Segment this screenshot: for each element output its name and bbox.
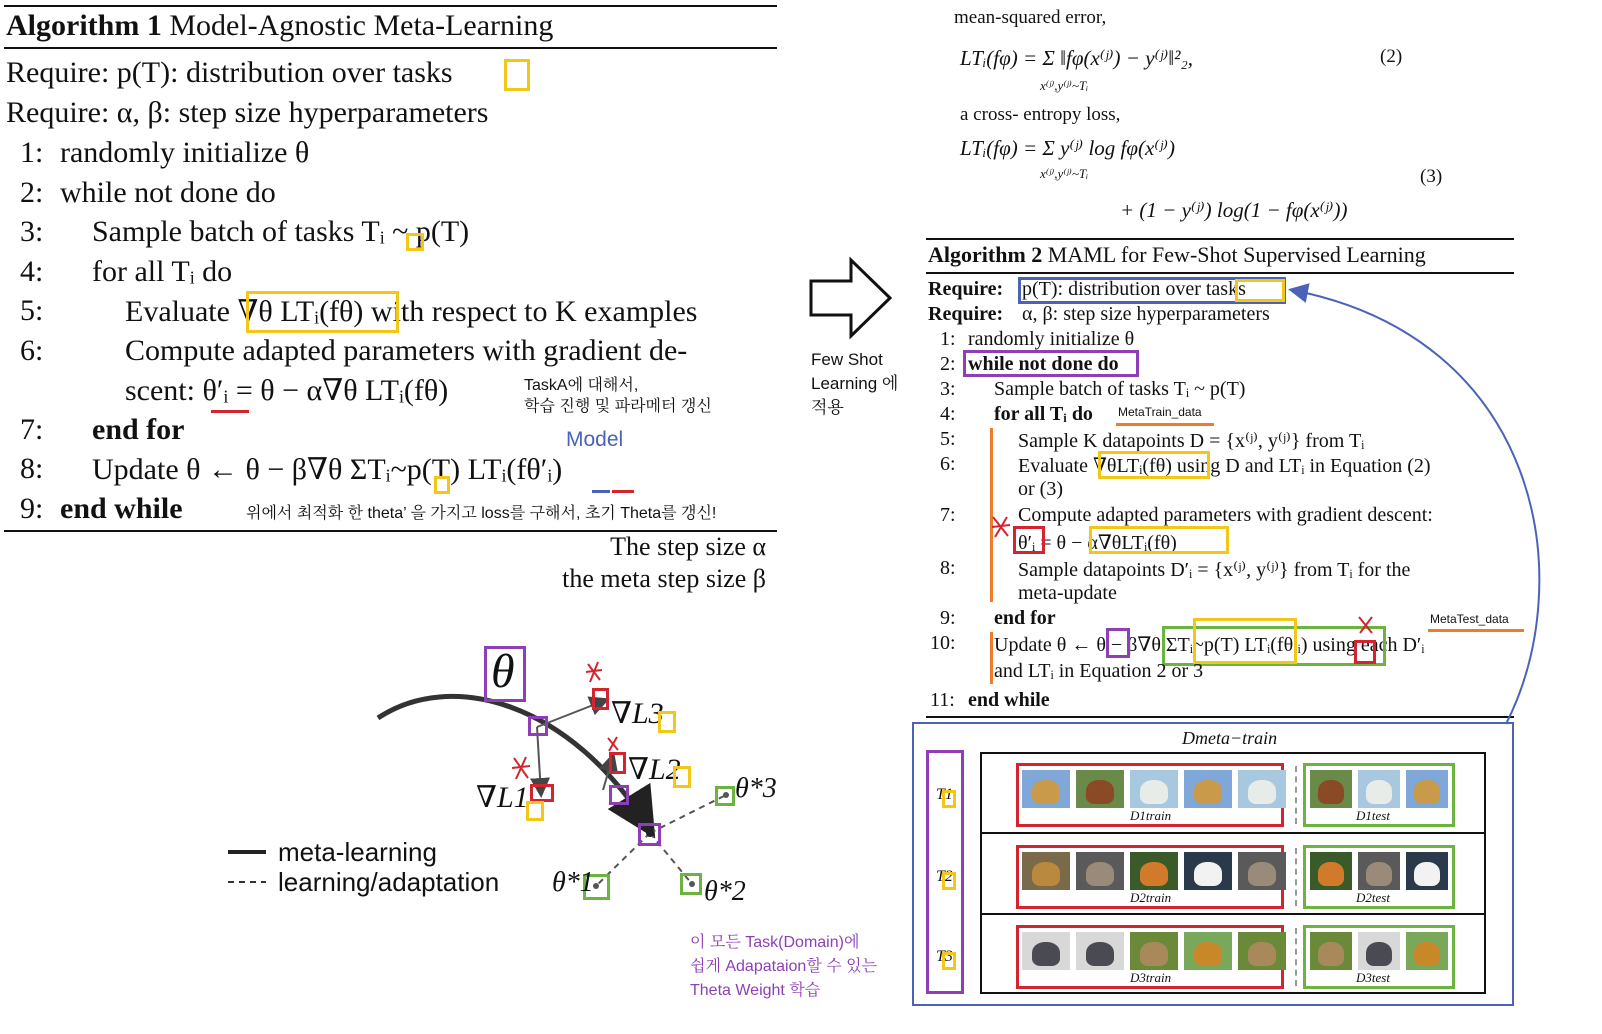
alg2-line: end while	[968, 689, 1050, 711]
optimum-label-2: θ*2	[704, 876, 746, 907]
giraffe-image	[1184, 770, 1232, 808]
alg2-line-num: 6:	[940, 453, 956, 475]
red-cross-mark	[586, 662, 602, 682]
cross-entropy-label: a cross- entropy loss,	[960, 104, 1121, 125]
highlight-box	[609, 752, 626, 774]
alg2-line: Sample K datapoints D = {x⁽ʲ⁾, y⁽ʲ⁾} from Tᵢ	[1018, 430, 1365, 452]
gradient-label-1: ∇L1	[476, 781, 529, 814]
alg1-require-1: Require: p(T): distribution over tasks	[6, 56, 453, 89]
task-label: T1	[936, 786, 953, 803]
dashed-divider	[1295, 928, 1297, 986]
alg2-require-2: α, β: step size hyperparameters	[1022, 303, 1270, 325]
giraffe-image	[1022, 770, 1070, 808]
highlight-box	[526, 801, 544, 821]
highlight-box	[658, 711, 676, 733]
alg2-line: while not done do	[968, 353, 1119, 375]
highlight-box	[963, 350, 1139, 377]
equation-3-subscript: x⁽ʲ⁾,y⁽ʲ⁾~Tᵢ	[1040, 166, 1089, 181]
highlight-box	[609, 785, 629, 805]
lion-image	[1406, 932, 1448, 970]
alg1-line: end for	[92, 413, 185, 446]
animal-shape	[1366, 780, 1392, 804]
alg1-line-num: 4:	[20, 255, 44, 288]
mse-label: mean-squared error,	[954, 7, 1107, 28]
animal-shape	[1032, 942, 1060, 966]
highlight-box	[942, 790, 956, 808]
alg2-line-num: 1:	[940, 328, 956, 350]
note-update: 위에서 최적화 한 theta’ 을 가지고 loss를 구해서, 초기 Theta를 갱신!	[246, 505, 717, 522]
highlight-box	[1089, 526, 1229, 554]
animal-shape	[1318, 780, 1344, 804]
highlight-box	[942, 952, 956, 970]
highlight-box	[638, 823, 661, 846]
alg1-line: scent: θ′ᵢ = θ − α∇θ LTᵢ(fθ)	[125, 374, 449, 407]
animal-shape	[1194, 780, 1222, 804]
alg2-line: and LTᵢ in Equation 2 or 3	[994, 660, 1204, 682]
optimum-label-3: θ*3	[735, 773, 777, 804]
alg2-line: meta-update	[1018, 582, 1117, 604]
alg1-line: Evaluate ∇θ LTᵢ(fθ) with respect to K examples	[125, 295, 698, 328]
husky-image	[1022, 932, 1070, 970]
highlight-box	[1098, 451, 1210, 479]
equation-2: LTᵢ(fφ) = Σ ‖fφ(x⁽ʲ⁾) − y⁽ʲ⁾‖²₂,	[960, 46, 1194, 70]
alg1-line-num: 5:	[20, 294, 44, 327]
alg2-title: Algorithm 2 MAML for Few-Shot Supervised Learning	[928, 242, 1426, 267]
gradient-label-3: ∇L3	[611, 697, 664, 730]
right-arrow-icon	[806, 256, 896, 340]
alg2-line: Sample batch of tasks Tᵢ ~ p(T)	[994, 378, 1246, 400]
animal-shape	[1032, 862, 1060, 886]
animal-shape	[1032, 780, 1060, 804]
meta-train-title: Dmeta−train	[1182, 728, 1278, 748]
test-set-label: D1test	[1356, 808, 1390, 823]
alg2-line: Evaluate ∇θLTᵢ(fθ) using D and LTᵢ in Equation (2)	[1018, 455, 1431, 477]
husky-image	[1076, 932, 1124, 970]
equation-3: LTᵢ(fφ) = Σ y⁽ʲ⁾ log fφ(x⁽ʲ⁾)	[960, 136, 1176, 160]
alg1-line-num: 8:	[20, 452, 44, 485]
orange-bracket	[990, 632, 993, 684]
highlight-box	[1235, 279, 1285, 302]
alg2-require-label: Require:	[928, 278, 1004, 300]
alg1-line-num: 7:	[20, 413, 44, 446]
polar-bear-image	[1238, 770, 1286, 808]
horse-image	[1076, 770, 1124, 808]
train-set-label: D1train	[1130, 808, 1172, 823]
train-set-label: D2train	[1130, 890, 1172, 905]
animal-shape	[1366, 942, 1392, 966]
note-model: Model	[566, 428, 624, 451]
cat-image	[1076, 852, 1124, 890]
alg1-line: for all Tᵢ do	[92, 255, 233, 288]
animal-shape	[1140, 942, 1168, 966]
animal-shape	[1318, 942, 1344, 966]
alg1-line: while not done do	[60, 176, 276, 209]
husky-image	[1358, 932, 1400, 970]
lion-image	[1184, 932, 1232, 970]
dashed-divider	[1295, 848, 1297, 906]
animal-shape	[1086, 862, 1114, 886]
alg1-line-num: 3:	[20, 215, 44, 248]
test-set-label: D3test	[1356, 970, 1390, 985]
swan-image	[1184, 852, 1232, 890]
swan-image	[1406, 852, 1448, 890]
animal-shape	[1366, 862, 1392, 886]
alg1-line-num: 6:	[20, 334, 44, 367]
rabbit-image	[1130, 932, 1178, 970]
animal-shape	[1194, 942, 1222, 966]
animal-shape	[1318, 862, 1344, 886]
highlight-box	[673, 766, 691, 788]
highlight-box	[530, 784, 554, 802]
alg2-line-num: 11:	[930, 689, 955, 711]
alg1-line: Compute adapted parameters with gradient de-	[125, 334, 688, 367]
highlight-box	[715, 786, 735, 806]
highlight-box	[942, 872, 956, 890]
alg2-line: randomly initialize θ	[968, 328, 1135, 350]
theta-label: θ	[491, 645, 515, 698]
tiger-image	[1310, 852, 1352, 890]
red-cross-mark	[512, 757, 530, 779]
animal-shape	[1140, 862, 1168, 886]
alg1-line-num: 9:	[20, 492, 44, 525]
alg2-line: Sample datapoints D′ᵢ = {x⁽ʲ⁾, y⁽ʲ⁾} from Tᵢ for the	[1018, 559, 1411, 581]
tiger-image	[1130, 852, 1178, 890]
test-set-label: D2test	[1356, 890, 1390, 905]
animal-shape	[1248, 862, 1276, 886]
cat-image	[1358, 852, 1400, 890]
polar-bear-image	[1358, 770, 1400, 808]
legend-learning-adaptation: learning/adaptation	[278, 867, 500, 897]
alg2-line-num: 2:	[940, 353, 956, 375]
alg2-line: for all Tᵢ do	[994, 403, 1093, 425]
highlight-box	[1013, 526, 1045, 554]
task-label: T3	[936, 948, 953, 965]
alg1-line-num: 1:	[20, 136, 44, 169]
blue-connector-arrow	[1280, 278, 1570, 738]
cat-image	[1238, 852, 1286, 890]
alg1-require-2: Require: α, β: step size hyperparameters	[6, 96, 489, 129]
highlight-box	[680, 873, 702, 895]
highlight-box	[1106, 628, 1130, 658]
tag-metatrain: MetaTrain_data	[1118, 405, 1202, 419]
animal-shape	[1086, 942, 1114, 966]
alg1-line: end while	[60, 492, 183, 525]
equation-2-subscript: x⁽ʲ⁾,y⁽ʲ⁾~Tᵢ	[1040, 78, 1089, 93]
meta-step-size-beta: the meta step size β	[562, 564, 766, 593]
alg2-line-num: 8:	[940, 557, 956, 579]
polar-bear-image	[1130, 770, 1178, 808]
rabbit-image	[1310, 932, 1352, 970]
alg2-require-label: Require:	[928, 303, 1004, 325]
alg2-line: θ′ᵢ = θ − α∇θLTᵢ(fθ)	[1018, 532, 1177, 554]
animal-shape	[1248, 780, 1276, 804]
animal-shape	[1248, 942, 1276, 966]
equation-2-number: (2)	[1380, 46, 1403, 67]
alg2-line: Compute adapted parameters with gradient descent:	[1018, 504, 1433, 526]
alg1-line: randomly initialize θ	[60, 136, 310, 169]
table-divider	[980, 832, 1486, 834]
alg2-line-num: 3:	[940, 378, 956, 400]
train-set-label: D3train	[1130, 970, 1172, 985]
equation-3-continued: + (1 − y⁽ʲ⁾) log(1 − fφ(x⁽ʲ⁾))	[1120, 198, 1348, 222]
highlight-box	[592, 688, 609, 710]
alg2-line: Update θ ← θ − β∇θ ΣTᵢ~p(T) LTᵢ(fθ′ᵢ) using each D′ᵢ	[994, 634, 1425, 656]
alg2-line: end for	[994, 607, 1056, 629]
tag-metatest: MetaTest_data	[1430, 612, 1509, 626]
animal-shape	[1086, 780, 1114, 804]
leopard-image	[1022, 852, 1070, 890]
alg2-require-1: p(T): distribution over tasks	[1022, 278, 1246, 300]
red-cross-mark	[608, 737, 618, 751]
gradient-label-2: ∇L2	[628, 753, 681, 786]
few-shot-note: Few Shot Learning 에 적용	[811, 350, 899, 417]
alg2-line: or (3)	[1018, 478, 1063, 500]
horse-image	[1310, 770, 1352, 808]
legend-meta-learning: meta-learning	[278, 837, 437, 867]
alg1-line: Sample batch of tasks Tᵢ ~ p(T)	[92, 215, 470, 248]
rabbit-image	[1238, 932, 1286, 970]
table-divider	[980, 913, 1486, 915]
step-size-alpha: The step size α	[610, 532, 766, 561]
alg1-line: Update θ ← θ − β∇θ ΣTᵢ~p(T) LTᵢ(fθ′ᵢ)	[92, 453, 563, 486]
highlight-box	[528, 716, 548, 736]
alg2-line-num: 7:	[940, 504, 956, 526]
red-cross-mark	[990, 514, 1012, 540]
alg2-line-num: 5:	[940, 428, 956, 450]
alg1-line-num: 2:	[20, 176, 44, 209]
animal-shape	[1414, 942, 1440, 966]
animal-shape	[1414, 780, 1440, 804]
dashed-divider	[1295, 766, 1297, 824]
optimum-label-1: θ*1	[552, 867, 594, 898]
animal-shape	[1140, 780, 1168, 804]
alg2-line-num: 10:	[930, 632, 956, 654]
alg2-line-num: 9:	[940, 607, 956, 629]
animal-shape	[1194, 862, 1222, 886]
task-label: T2	[936, 868, 953, 885]
equation-3-number: (3)	[1420, 166, 1443, 187]
alg2-line-num: 4:	[940, 403, 956, 425]
underline-orange	[1116, 423, 1214, 426]
animal-shape	[1414, 862, 1440, 886]
alg1-title: Algorithm 1 Model-Agnostic Meta-Learning	[6, 9, 554, 42]
note-theta-weight: 이 모든 Task(Domain)에 쉽게 Adapataion할 수 있는 Theta Weight 학습	[690, 934, 878, 999]
giraffe-image	[1406, 770, 1448, 808]
note-taskA: TaskA에 대해서, 학습 진행 및 파라메터 갱신	[524, 377, 712, 415]
